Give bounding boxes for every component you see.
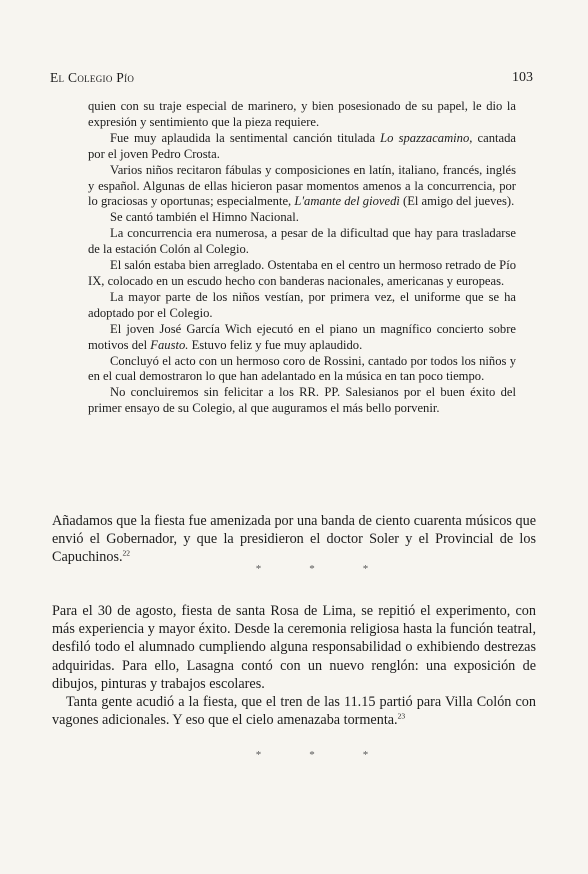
- quote-paragraph: [88, 354, 516, 386]
- quote-paragraph: [88, 385, 516, 417]
- footnote-ref: 23: [397, 711, 406, 721]
- quote-text: La concurrencia era numerosa, a pesar de la dificultad que hay para trasladarse de la estación Colón al Colegio.: [88, 226, 516, 257]
- body-text: Añadamos que la fiesta fue amenizada por una banda de ciento cuarenta músicos que envió el Gobernador, y que la presidieron el doctor Soler y el Provincial de los Capuchinos.: [52, 513, 536, 566]
- quote-text: El joven José García Wich ejecutó en el piano un magnífico concierto sobre motivos del: [88, 321, 516, 352]
- running-title: El Colegio Pío: [50, 70, 135, 85]
- quote-paragraph: [88, 322, 516, 354]
- asterisk: *: [255, 563, 262, 575]
- quote-paragraph: [88, 210, 516, 226]
- quote-paragraph: [88, 258, 516, 290]
- quoted-report: [88, 99, 516, 417]
- body-text: Para el 30 de agosto, fiesta de santa Rosa de Lima, se repitió el experimento, con más experiencia y mayor éxito. Desde la ceremonia religiosa hasta la función teatral, desfiló todo el alumnado cumpliendo alguna responsabilidad o exhibiendo destrezas adquiridas. Para ello, Lasagna contó con un nuevo renglón: una exposición de dibujos, pinturas y trabajos escolares.: [52, 603, 536, 692]
- work-title: L'amante del giovedì: [294, 194, 400, 209]
- body-paragraph: [52, 693, 536, 729]
- asterisk: *: [362, 563, 369, 575]
- asterisk: *: [255, 749, 262, 761]
- asterisk: *: [309, 749, 315, 761]
- quote-paragraph: [88, 226, 516, 258]
- quote-paragraph: [88, 99, 516, 131]
- body-paragraph: [52, 602, 536, 693]
- section-separator: [36, 749, 588, 761]
- quote-paragraph: [88, 131, 516, 163]
- body-text: Tanta gente acudió a la fiesta, que el tren de las 11.15 partió para Villa Colón con vagones adicionales. Y eso que el cielo amenazaba tormenta.: [52, 694, 536, 729]
- asterisk: *: [362, 749, 369, 761]
- quote-text: Estuvo feliz y fue muy aplaudido.: [188, 337, 363, 352]
- section-separator: [36, 563, 588, 575]
- footnote-ref: 22: [122, 548, 131, 558]
- body-paragraph: [52, 512, 536, 567]
- quote-text: Concluyó el acto con un hermoso coro de Rossini, cantado por todos los niños y en el cual demostraron lo que han adelantado en la música en tan poco tiempo.: [88, 353, 516, 384]
- quote-text: Se cantó también el Himno Nacional.: [110, 210, 299, 225]
- quote-text: quien con su traje especial de marinero, y bien posesionado de su papel, le dio la expresión y sentimiento que la pieza requiere.: [88, 99, 516, 129]
- quote-paragraph: [88, 163, 516, 211]
- running-head: [50, 70, 533, 90]
- quote-paragraph: [88, 290, 516, 322]
- quote-text: (El amigo del jueves).: [399, 194, 515, 209]
- asterisk: *: [309, 563, 315, 575]
- work-title: Lo spazzacamino,: [380, 130, 473, 145]
- quote-text: Varios niños recitaron fábulas y composiciones en latín, italiano, francés, inglés y español. Algunas de ellas hicieron pasar momentos amenos a la concurrencia, por lo graciosas y oportunas; especialmente,: [88, 162, 516, 209]
- body-section-1: [52, 512, 536, 567]
- quote-text: Fue muy aplaudida la sentimental canción titulada: [110, 130, 381, 145]
- quote-text: No concluiremos sin felicitar a los RR. PP. Salesianos por el buen éxito del primer ensayo de su Colegio, al que auguramos el más bello porvenir.: [88, 385, 516, 416]
- body-section-2: [52, 602, 536, 729]
- quote-text: El salón estaba bien arreglado. Ostentaba en el centro un hermoso retrado de Pío IX, colocado en un escudo hecho con banderas nacionales, americanas y europeas.: [88, 258, 516, 288]
- work-title: Fausto.: [150, 337, 189, 352]
- quote-text: La mayor parte de los niños vestían, por primera vez, el uniforme que se ha adoptado por el Colegio.: [88, 289, 516, 320]
- quote-text: cantada por el joven Pedro Crosta.: [88, 130, 516, 161]
- page-number: 103: [512, 70, 533, 85]
